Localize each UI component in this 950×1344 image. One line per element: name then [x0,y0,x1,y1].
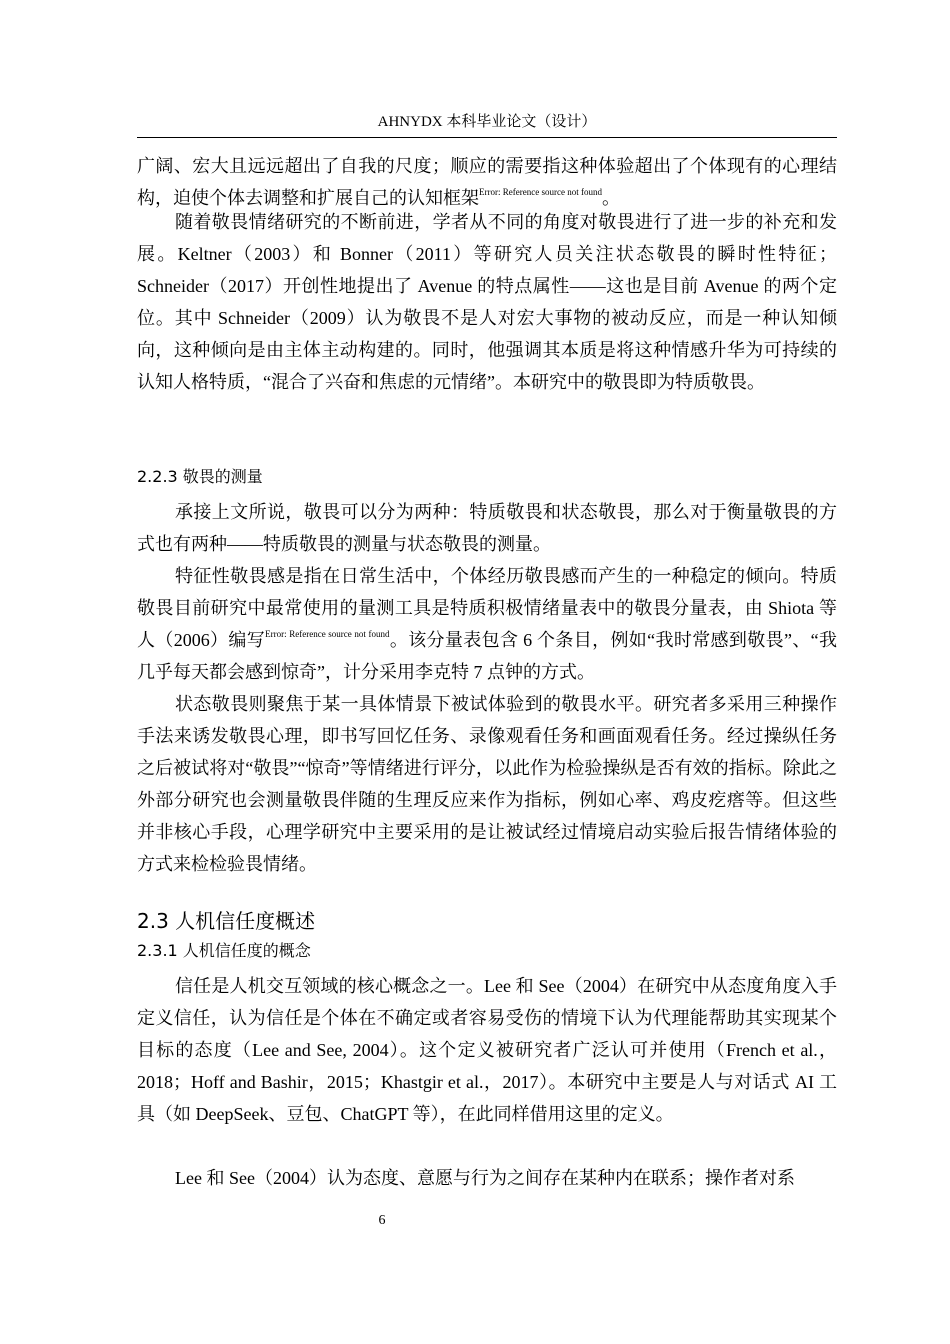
section-heading-2-3-1: 2.3.1 人机信任度的概念 [137,941,311,960]
paragraph-1-end: 。 [601,188,620,208]
paragraph-4-text: 特征性敬畏感是指在日常生活中，个体经历敬畏感而产生的一种稳定的倾向。特质敬畏目前研究中最常使用的量测工具是特质积极情绪量表中的敬畏分量表，由 Shiota 等人（2006）编写 [137,566,837,650]
paragraph-4-end: 。该分量表包含 6 个条目，例如“我时常感到敬畏”、“我几乎每天都会感到惊奇”，计分采用李克特 7 点钟的方式。 [137,630,838,682]
paragraph-3: 承接上文所说，敬畏可以分为两种：特质敬畏和状态敬畏，那么对于衡量敬畏的方式也有两种——特质敬畏的测量与状态敬畏的测量。 [137,502,837,554]
citation-error: Error: Reference source not found [479,187,602,197]
paragraph-4 [137,560,837,688]
paragraph-6: 信任是人机交互领域的核心概念之一。Lee 和 See（2004）在研究中从态度角度入手定义信任，认为信任是个体在不确定或者容易受伤的情境下认为代理能帮助其实现某个目标的态度（Lee and See, 2004）。这个定义被研究者广泛认可并使用（French et al.，2018；Hoff and Bashir，2015；Khastgir et al.，2017）。本研究中主要是人与对话式 AI 工具（如 DeepSeek、豆包、ChatGPT 等），在此同样借用这里的定义。 [137,976,837,1124]
paragraph-7: Lee 和 See（2004）认为态度、意愿与行为之间存在某种内在联系；操作者对系 [175,1168,795,1188]
paragraph-5: 状态敬畏则聚焦于某一具体情景下被试体验到的敬畏水平。研究者多采用三种操作手法来诱发敬畏心理，即书写回忆任务、录像观看任务和画面观看任务。经过操纵任务之后被试将对“敬畏”“惊奇”等情绪进行评分，以此作为检验操纵是否有效的指标。除此之外部分研究也会测量敬畏伴随的生理反应来作为指标，例如心率、鸡皮疙瘩等。但这些并非核心手段，心理学研究中主要采用的是让被试经过情境启动实验后报告情绪体验的方式来检检验畏情绪。 [137,694,837,874]
header-rule [137,137,837,138]
citation-error: Error: Reference source not found [265,629,390,639]
section-heading-2-2-3: 2.2.3 敬畏的测量 [137,467,263,486]
paragraph-2: 随着敬畏情绪研究的不断前进，学者从不同的角度对敬畏进行了进一步的补充和发展。Keltner（2003）和 Bonner（2011）等研究人员关注状态敬畏的瞬时性特征；Schneider（2017）开创性地提出了 Avenue 的特点属性——这也是目前 Avenue 的两个定位。其中 Schneider（2009）认为敬畏不是人对宏大事物的被动反应，而是一种认知倾向，这种倾向是由主体主动构建的。同时，他强调其本质是将这种情感升华为可持续的认知人格特质，“混合了兴奋和焦虑的元情绪”。本研究中的敬畏即为特质敬畏。 [137,212,837,392]
paragraph-1 [137,150,837,214]
paragraph-1-text: 广阔、宏大且远远超出了自我的尺度；顺应的需要指这种体验超出了个体现有的心理结构，迫使个体去调整和扩展自己的认知框架 [137,156,837,208]
page-number: 6 [378,1213,386,1228]
section-heading-2-3: 2.3 人机信任度概述 [137,909,316,933]
page-header: AHNYDX 本科毕业论文（设计） [377,114,597,130]
